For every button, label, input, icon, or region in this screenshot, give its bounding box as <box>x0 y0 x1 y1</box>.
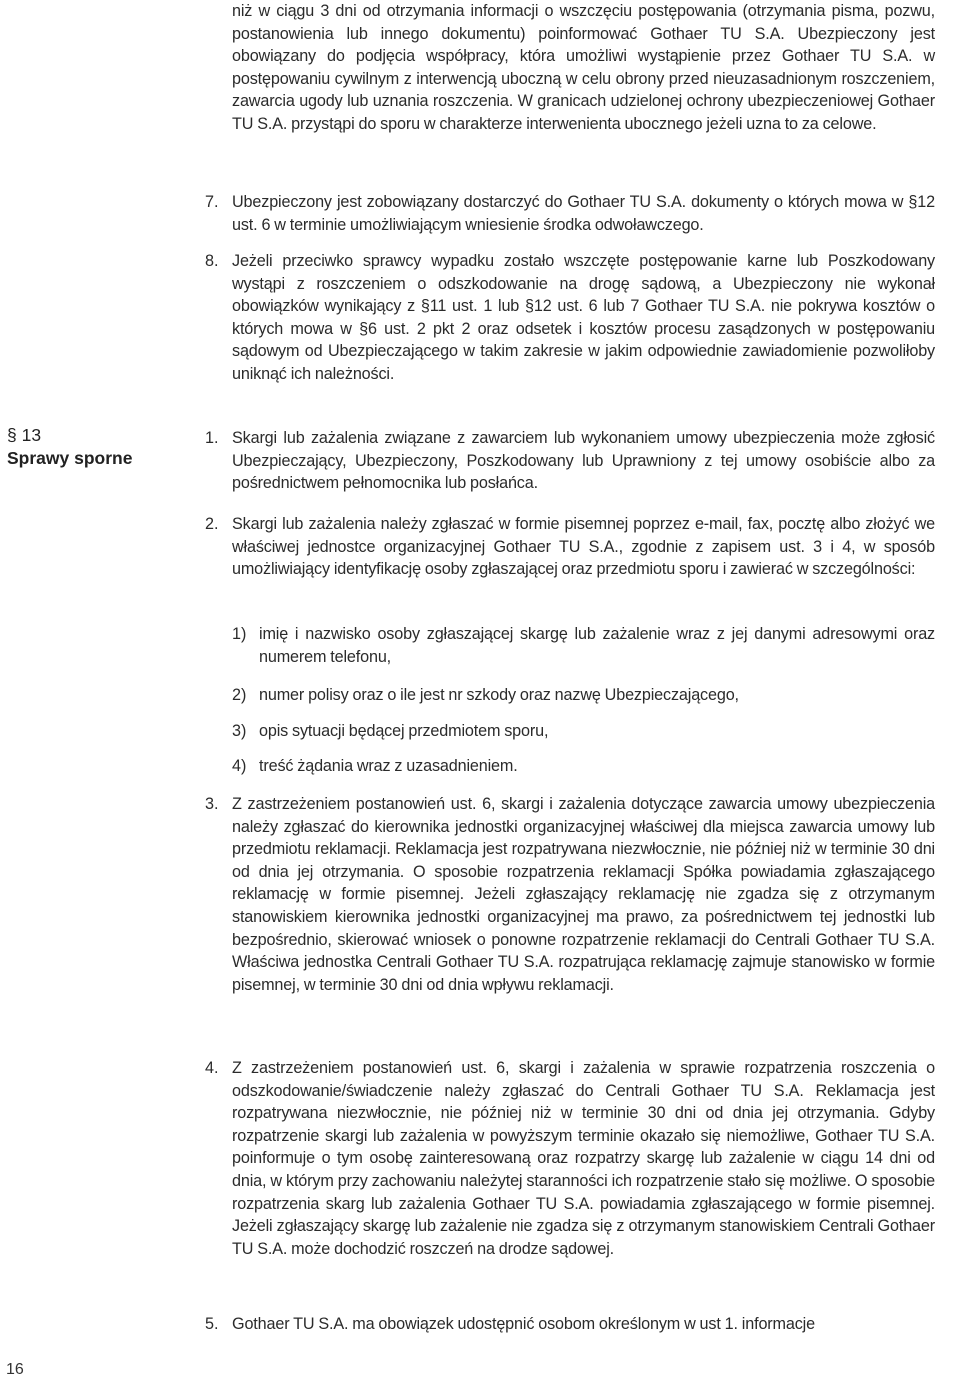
section-item-2 <box>205 513 935 581</box>
sub-item-number: 2) <box>232 686 247 704</box>
item-number: 1. <box>205 429 219 447</box>
section-number: § 13 <box>7 425 42 445</box>
item-number: 4. <box>205 1059 219 1077</box>
sub-item-4 <box>232 755 935 778</box>
sub-item-2 <box>232 684 935 707</box>
item-text: Skargi lub zażalenia związane z zawarciem lub wykonaniem umowy ubezpieczenia może zgłosić Ubezpieczający, Ubezpieczony, Poszkodowany lub Uprawniony z tej umowy osobiście albo za pośrednictwem pełnomocnika lub posłańca. <box>232 429 935 493</box>
item-text: Z zastrzeżeniem postanowień ust. 6, skargi i zażalenia w sprawie rozpatrzenia roszczenia o odszkodowanie/świadczenie należy zgłaszać do Centrali Gothaer TU S.A. Reklamacja jest rozpatrywana niezwłocznie, nie później niż w terminie 30 dni od dnia jej otrzymania. Gdyby rozpatrzenie skargi lub zażalenia w powyższym terminie okazało się niemożliwe, Gothaer TU S.A. poinformuje o tym osobę zainteresowaną oraz rozpatrzy skargę lub zażalenie w ciągu 14 dni od dnia, w którym przy zachowaniu należytej staranności ich rozpatrzenie stało się możliwe. O sposobie rozpatrzenia skarg lub zażalenia Gothaer TU S.A. powiadamia zgłaszającego w formie pisemnej. Jeżeli zgłaszający skargę lub zażalenie nie zgadza się z otrzymanym stanowiskiem Centrali Gothaer TU S.A. może dochodzić roszczeń na drodze sądowej. <box>232 1059 935 1258</box>
section-title: Sprawy sporne <box>7 448 133 468</box>
item-text: Z zastrzeżeniem postanowień ust. 6, skargi i zażalenia dotyczące zawarcia umowy ubezpieczenia należy zgłaszać do kierownika jednostki organizacyjnej właściwej dla miejsca zawarcia umowy lub przedmiotu reklamacji. Reklamacja jest rozpatrywana niezwłocznie, nie później niż w terminie 30 dni od dnia jej otrzymania. O sposobie rozpatrzenia reklamacji Spółka powiadamia zgłaszającego reklamację w formie pisemnej. Jeżeli zgłaszający reklamację nie zgadza się z otrzymanym stanowiskiem kierownika jednostki organizacyjnej ma prawo, za pośrednictwem tej jednostki lub bezpośrednio, skierować wniosek o ponowne rozpatrzenie reklamacji do Centrali Gothaer TU S.A. Właściwa jednostka Centrali Gothaer TU S.A. rozpatrująca reklamację zajmuje stanowisko w formie pisemnej, w terminie 30 dni od dnia wpływu reklamacji. <box>232 795 935 994</box>
sub-item-text: imię i nazwisko osoby zgłaszającej skargę lub zażalenie wraz z jej danymi adresowymi oraz numerem telefonu, <box>259 625 935 666</box>
item-text: Gothaer TU S.A. ma obowiązek udostępnić osobom określonym w ust 1. informacje <box>232 1315 815 1333</box>
section-heading <box>7 424 177 470</box>
sub-item-number: 3) <box>232 722 247 740</box>
section-item-5 <box>205 1313 935 1336</box>
paragraph-number: 7. <box>205 193 219 211</box>
item-number: 3. <box>205 795 219 813</box>
sub-item-1 <box>232 623 935 668</box>
section-item-1 <box>205 427 935 495</box>
sub-item-number: 1) <box>232 625 247 643</box>
page-number: 16 <box>6 1361 24 1378</box>
sub-item-3 <box>232 720 935 743</box>
section-item-4 <box>205 1057 935 1260</box>
item-text: Skargi lub zażalenia należy zgłaszać w formie pisemnej poprzez e-mail, fax, pocztę albo złożyć we właściwej jednostce organizacyjnej Gothaer TU S.A., zgodnie z zapisem ust. 3 i 4, w sposób umożliwiający identyfikację osoby zgłaszającej oraz przedmiotu sporu i zawierać w szczególności: <box>232 515 935 579</box>
paragraph-text: Ubezpieczony jest zobowiązany dostarczyć do Gothaer TU S.A. dokumenty o których mowa w §12 ust. 6 w terminie umożliwiającym wniesienie środka odwoławczego. <box>232 193 935 234</box>
sub-item-text: opis sytuacji będącej przedmiotem sporu, <box>259 722 549 740</box>
paragraph-7 <box>205 191 935 236</box>
paragraph-number: 8. <box>205 252 219 270</box>
section-item-3 <box>205 793 935 996</box>
paragraph-text: Jeżeli przeciwko sprawcy wypadku zostało wszczęte postępowanie karne lub Poszkodowany wystąpi z roszczeniem o odszkodowanie na drogę sądową, a Ubezpieczony nie wykonał obowiązków wynikający z §11 ust. 1 lub §12 ust. 6 lub 7 Gothaer TU S.A. nie pokrywa kosztów o których mowa w §6 ust. 2 pkt 2 oraz odsetek i kosztów procesu zasądzonych w postępowaniu sądowym od Ubezpieczającego w takim zakresie w jakim odpowiednie zawiadomienie pozwoliłoby uniknąć ich należności. <box>232 252 935 383</box>
item-number: 5. <box>205 1315 219 1333</box>
sub-item-number: 4) <box>232 757 247 775</box>
continued-paragraph-6: niż w ciągu 3 dni od otrzymania informacji o wszczęciu postępowania (otrzymania pisma, pozwu, postanowienia lub innego dokumentu) poinformować Gothaer TU S.A. Ubezpieczony jest obowiązany do podjęcia współpracy, która umożliwi wystąpienie przez Gothaer TU S.A. w postępowaniu cywilnym z interwencją uboczną w celu obrony przed nieuzasadnionym roszczeniem, zawarcia ugody lub uznania roszczenia. W granicach udzielonej ochrony ubezpieczeniowej Gothaer TU S.A. przystąpi do sporu w charakterze interwenienta ubocznego jeżeli uzna to za celowe. <box>232 2 935 133</box>
sub-item-text: treść żądania wraz z uzasadnieniem. <box>259 757 518 775</box>
sub-item-text: numer polisy oraz o ile jest nr szkody oraz nazwę Ubezpieczającego, <box>259 686 739 704</box>
paragraph-8 <box>205 250 935 386</box>
item-number: 2. <box>205 515 219 533</box>
